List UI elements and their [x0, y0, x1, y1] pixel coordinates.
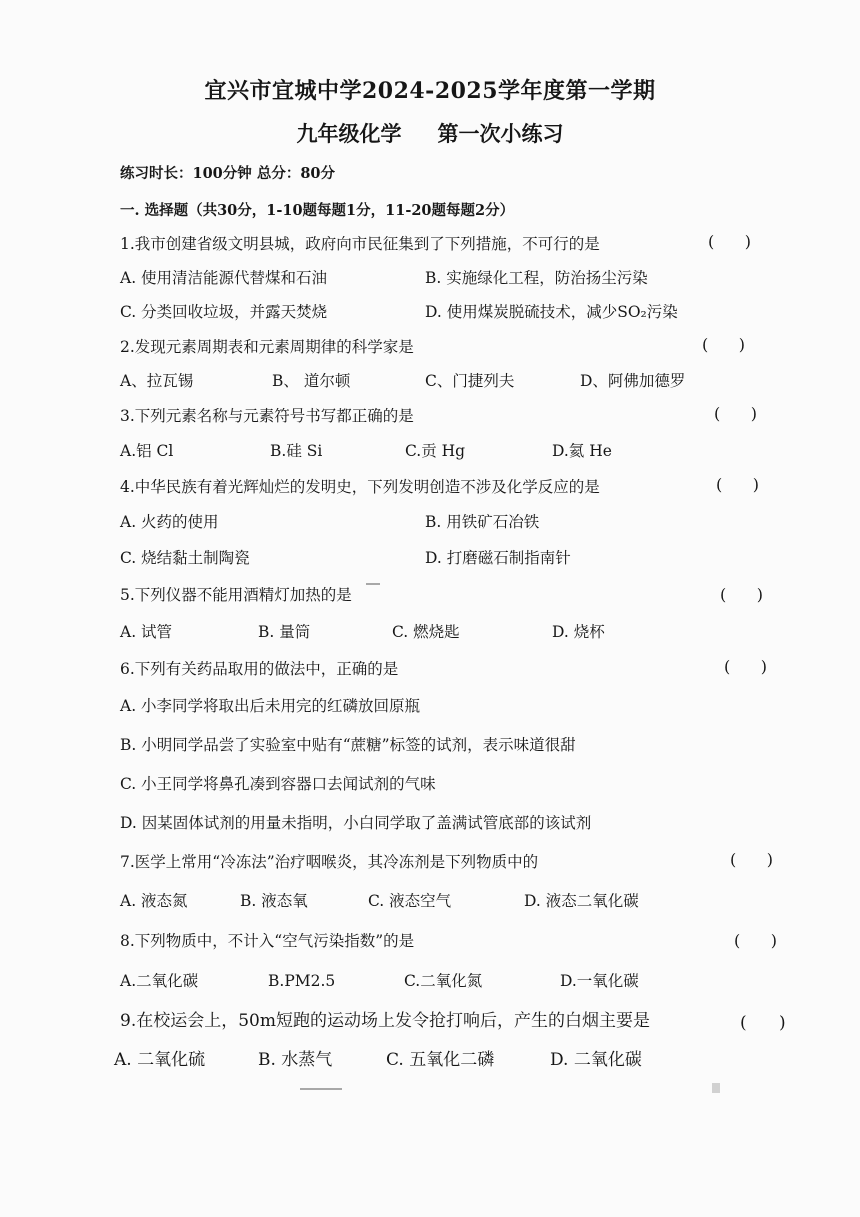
option-b: B.硅 Si	[270, 442, 323, 460]
option-a: A. 火药的使用	[120, 513, 219, 531]
question-stem: 9.在校运会上，50m短跑的运动场上发令抢打响后，产生的白烟主要是	[120, 1011, 650, 1031]
practice-label: 第一次小练习	[437, 121, 564, 146]
section-heading: 一. 选择题（共30分，1-10题每题1分，11-20题每题2分）	[120, 202, 515, 219]
scan-mark	[366, 583, 380, 585]
option-c: C、门捷列夫	[425, 372, 515, 390]
option-c: C.二氧化氮	[404, 972, 483, 990]
question-stem: 7.医学上常用“冷冻法”治疗咽喉炎，其冷冻剂是下列物质中的	[120, 853, 539, 871]
answer-blank: ( )	[730, 850, 773, 869]
option-d: D. 液态二氧化碳	[524, 892, 639, 910]
option-d: D. 二氧化碳	[550, 1050, 642, 1070]
answer-blank: ( )	[714, 404, 757, 423]
option-b: B. 水蒸气	[258, 1050, 333, 1070]
option-b: B、 道尔顿	[272, 372, 351, 390]
option-a: A、拉瓦锡	[120, 372, 194, 390]
exam-info: 练习时长：100分钟 总分：80分	[120, 165, 335, 182]
question-stem: 3.下列元素名称与元素符号书写都正确的是	[120, 407, 414, 425]
option-d: D.氦 He	[552, 442, 612, 460]
option-c: C. 小王同学将鼻孔凑到容器口去闻试剂的气味	[120, 775, 436, 793]
option-d: D、阿佛加德罗	[580, 372, 686, 390]
option-a: A. 试管	[120, 623, 173, 641]
option-d: D.一氧化碳	[560, 972, 639, 990]
scan-mark	[300, 1088, 342, 1090]
answer-blank: ( )	[702, 335, 745, 354]
option-d: D. 打磨磁石制指南针	[425, 549, 571, 567]
option-c: C. 液态空气	[368, 892, 452, 910]
option-b: B. 实施绿化工程，防治扬尘污染	[425, 269, 648, 287]
option-a: A. 小李同学将取出后未用完的红磷放回原瓶	[120, 697, 421, 715]
question-stem: 4.中华民族有着光辉灿烂的发明史，下列发明创造不涉及化学反应的是	[120, 478, 600, 496]
question-stem: 5.下列仪器不能用酒精灯加热的是	[120, 586, 352, 604]
subject-label: 九年级化学	[296, 121, 402, 146]
option-c: C. 五氧化二磷	[386, 1050, 495, 1070]
option-a: A. 液态氮	[120, 892, 188, 910]
option-b: B. 小明同学品尝了实验室中贴有“蔗糖”标签的试剂，表示味道很甜	[120, 736, 576, 754]
question-stem: 1.我市创建省级文明县城，政府向市民征集到了下列措施，不可行的是	[120, 235, 600, 253]
option-d: D. 因某固体试剂的用量未指明，小白同学取了盖满试管底部的该试剂	[120, 814, 592, 832]
answer-blank: ( )	[708, 232, 751, 251]
question-stem: 6.下列有关药品取用的做法中，正确的是	[120, 660, 399, 678]
option-a: A. 二氧化硫	[114, 1050, 206, 1070]
option-b: B. 用铁矿石冶铁	[425, 513, 540, 531]
option-d: D. 使用煤炭脱硫技术，减少SO₂污染	[425, 303, 678, 321]
option-c: C.贡 Hg	[405, 442, 466, 460]
option-c: C. 分类回收垃圾，并露天焚烧	[120, 303, 328, 321]
answer-blank: ( )	[720, 585, 763, 604]
answer-blank: ( )	[716, 475, 759, 494]
exam-title: 宜兴市宜城中学2024-2025学年度第一学期	[204, 78, 656, 104]
answer-blank: ( )	[740, 1013, 786, 1033]
option-b: B.PM2.5	[268, 972, 336, 990]
exam-subtitle	[0, 118, 860, 148]
answer-blank: ( )	[724, 657, 767, 676]
option-a: A.铝 Cl	[120, 442, 174, 460]
option-c: C. 燃烧匙	[392, 623, 460, 641]
answer-blank: ( )	[734, 931, 777, 950]
option-b: B. 量筒	[258, 623, 311, 641]
option-a: A.二氧化碳	[120, 972, 199, 990]
question-stem: 2.发现元素周期表和元素周期律的科学家是	[120, 338, 414, 356]
option-d: D. 烧杯	[552, 623, 605, 641]
option-c: C. 烧结黏土制陶瓷	[120, 549, 250, 567]
option-a: A. 使用清洁能源代替煤和石油	[120, 269, 328, 287]
question-stem: 8.下列物质中，不计入“空气污染指数”的是	[120, 932, 415, 950]
scan-mark	[712, 1083, 720, 1093]
option-b: B. 液态氧	[240, 892, 308, 910]
